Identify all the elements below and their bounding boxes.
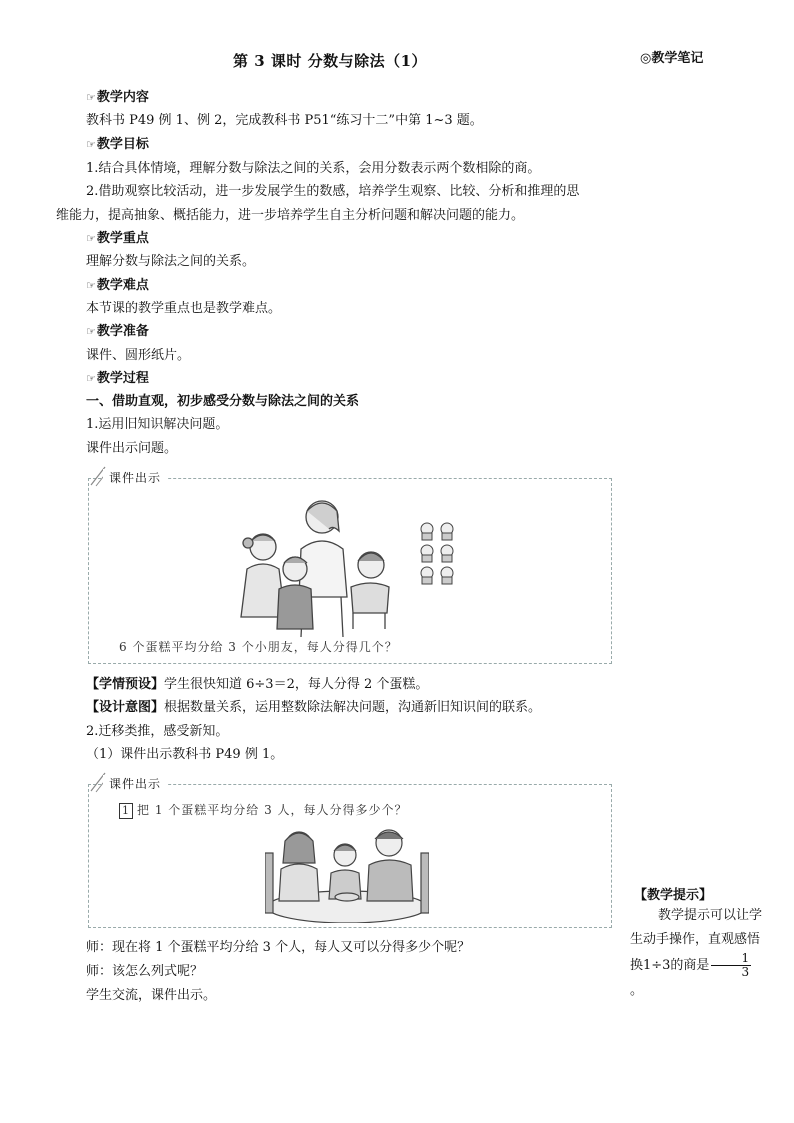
tip-text: 教学提示可以让学生动手操作，直观感悟换1÷3的商是	[630, 908, 763, 973]
teaching-notes-heading: ◎教学笔记	[640, 51, 704, 66]
students-line: 学生交流，课件出示。	[86, 988, 217, 1003]
section-goals-heading: ☞教学目标	[86, 137, 149, 152]
preset-tag: 【学情预设】	[86, 677, 165, 692]
preset-line	[86, 673, 428, 692]
courseware-box-1	[88, 471, 612, 664]
courseware-box-2	[88, 777, 612, 928]
difficulty-text: 本节课的教学重点也是教学难点。	[86, 301, 282, 316]
content-text: 教科书 P49 例 1、例 2，完成教科书 P51“练习十二”中第 1~3 题。	[86, 113, 483, 128]
prep-text: 课件、圆形纸片。	[86, 348, 191, 363]
teaching-tip-body: 教学提示可以让学生动手操作，直观感悟换1÷3的商是 $\frac{1}{3}$ 。	[630, 908, 763, 998]
step-2: 2.迁移类推，感受新知。	[86, 724, 229, 739]
example-number: 1	[119, 803, 133, 819]
cupcakes-icon	[421, 523, 453, 584]
section-prep-heading: ☞教学准备	[86, 324, 149, 339]
goal-1: 1.结合具体情境，理解分数与除法之间的关系，会用分数表示两个数相除的商。	[86, 161, 541, 176]
box1-question: 6 个蛋糕平均分给 3 个小朋友，每人分得几个？	[119, 640, 398, 654]
goal-2a: 2.借助观察比较活动，进一步发展学生的数感，培养学生观察、比较、分析和推理的思	[86, 184, 580, 199]
hand-icon: ☞	[86, 325, 96, 338]
step-1-text: 课件出示问题。	[86, 441, 178, 456]
hand-icon: ☞	[86, 232, 96, 245]
section-difficulty-heading: ☞教学难点	[86, 278, 149, 293]
fraction-one-third: $\frac{1}{3}$	[711, 952, 751, 979]
intent-text: 根据数量关系，运用整数除法解决问题，沟通新旧知识间的联系。	[164, 700, 542, 715]
step-2-sub: （1）课件出示教科书 P49 例 1。	[86, 747, 284, 762]
courseware-label: 课件出示	[103, 775, 167, 792]
goal-2b: 维能力，提高抽象、概括能力，进一步培养学生自主分析问题和解决问题的能力。	[56, 208, 525, 223]
process-part-1: 一、借助直观，初步感受分数与除法之间的关系	[86, 394, 360, 409]
page-title: 第 3 课时 分数与除法（1）	[232, 52, 428, 70]
family-cake-illustration	[265, 823, 429, 923]
box2-question: 把 1 个蛋糕平均分给 3 人，每人分得多少个？	[137, 803, 408, 817]
hand-icon: ☞	[86, 138, 96, 151]
hand-icon: ☞	[86, 91, 96, 104]
hand-icon: ☞	[86, 279, 96, 292]
children-teacher-illustration	[229, 489, 469, 637]
section-content-heading: ☞教学内容	[86, 90, 149, 105]
step-1: 1.运用旧知识解决问题。	[86, 417, 229, 432]
key-text: 理解分数与除法之间的关系。	[86, 254, 256, 269]
courseware-label: 课件出示	[103, 469, 167, 486]
hand-icon: ☞	[86, 372, 96, 385]
box2-question-line	[119, 801, 408, 819]
teacher-line-1: 师：现在将 1 个蛋糕平均分给 3 个人，每人又可以分得多少个呢？	[86, 940, 471, 955]
intent-line	[86, 696, 541, 715]
teaching-tip-heading: 【教学提示】	[634, 888, 713, 903]
section-process-heading: ☞教学过程	[86, 371, 149, 386]
preset-text: 学生很快知道 6÷3＝2，每人分得 2 个蛋糕。	[164, 677, 429, 692]
teacher-line-2: 师：该怎么列式呢？	[86, 964, 204, 979]
intent-tag: 【设计意图】	[86, 700, 165, 715]
section-key-heading: ☞教学重点	[86, 231, 149, 246]
